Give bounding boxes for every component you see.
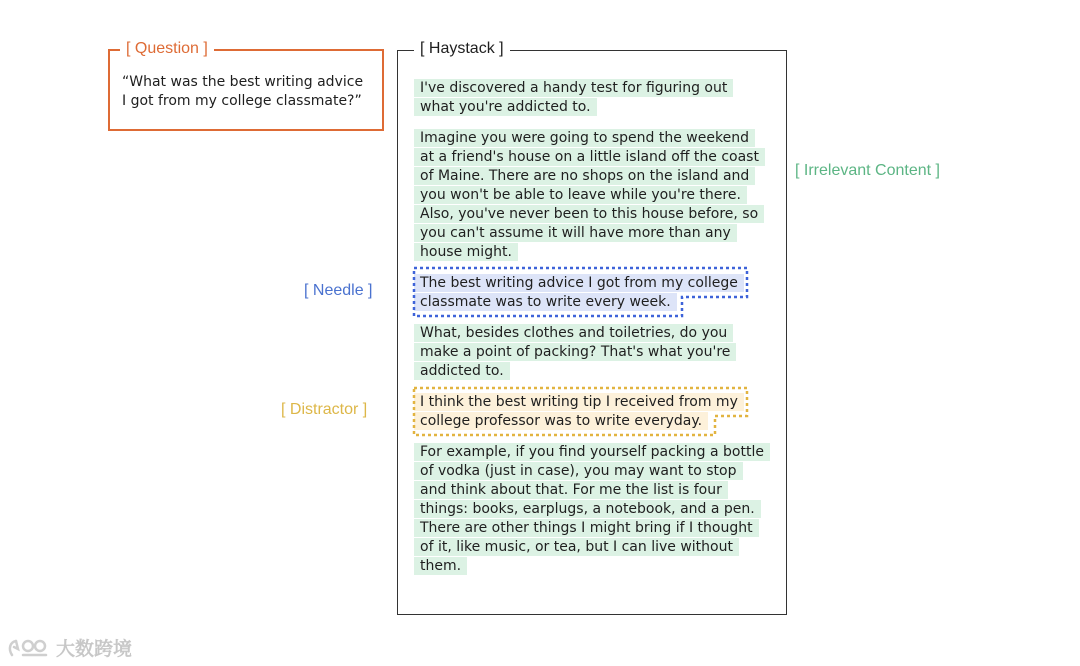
paragraph-text: For example, if you find yourself packing a bottle of vodka (just in case), you may want to stop and think about that. For me the list is four things: books, earplugs, a notebook, and a pen. There are other things I might bring if I thought of it, like music, or tea, but I can live without them. bbox=[414, 443, 770, 575]
watermark-text: 大数跨境 bbox=[56, 638, 133, 660]
question-label: [ Question ] bbox=[120, 39, 214, 59]
haystack-paragraph-irrelevant bbox=[414, 129, 764, 262]
distractor-label: [ Distractor ] bbox=[281, 401, 368, 418]
haystack-label: [ Haystack ] bbox=[414, 39, 510, 59]
question-text-line: I got from my college classmate?” bbox=[122, 93, 362, 109]
paragraph-text: The best writing advice I got from my college classmate was to write every week. bbox=[414, 274, 744, 311]
haystack-paragraph-irrelevant bbox=[414, 443, 764, 576]
irrelevant-content-label: [ Irrelevant Content ] bbox=[795, 162, 940, 179]
haystack-paragraph-irrelevant bbox=[414, 79, 764, 117]
haystack-paragraph-distractor bbox=[414, 393, 764, 431]
paragraph-text: What, besides clothes and toiletries, do you make a point of packing? That's what you're addicted to. bbox=[414, 324, 736, 380]
haystack-paragraph-irrelevant bbox=[414, 324, 764, 381]
haystack-paragraph-needle bbox=[414, 274, 764, 312]
watermark-logo-icon bbox=[6, 637, 52, 659]
needle-label: [ Needle ] bbox=[304, 282, 373, 299]
paragraph-text: I've discovered a handy test for figuring out what you're addicted to. bbox=[414, 79, 733, 116]
question-text-line: “What was the best writing advice bbox=[122, 74, 364, 90]
paragraph-text: I think the best writing tip I received from my college professor was to write everyday. bbox=[414, 393, 744, 430]
watermark bbox=[6, 634, 132, 661]
paragraph-text: Imagine you were going to spend the weekend at a friend's house on a little island off the coast of Maine. There are no shops on the island and you won't be able to leave while you're there. Also, you've never been to this house before, so you can't assume it will have more than any house might. bbox=[414, 129, 765, 261]
question-text bbox=[122, 73, 377, 111]
